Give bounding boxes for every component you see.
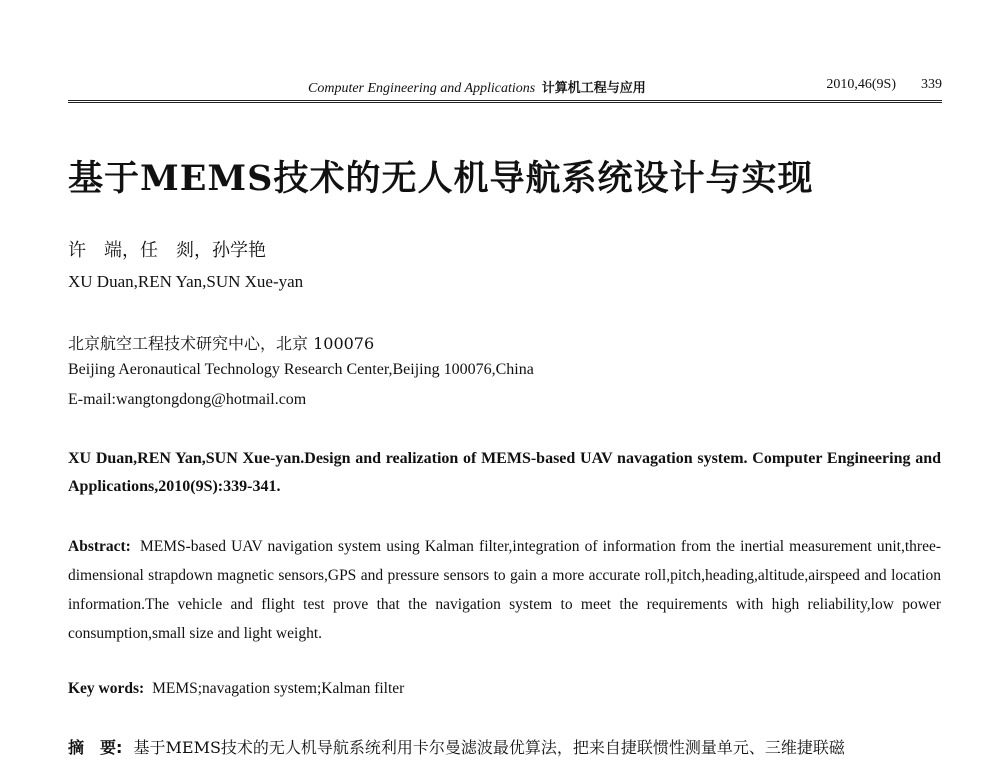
author-email: E-mail:wangtongdong@hotmail.com — [68, 391, 307, 408]
page-number: 339 — [921, 77, 942, 92]
abstract-text: MEMS-based UAV navigation system using Kalman filter,integration of information from the inertial measurement unit,three-dimensional strapdown magnetic sensors,GPS and pressure sensors to gain a more accurate roll,pitch,heading,altitude,airspeed and location information.The vehicle and flight test prove that the navigation system to meet the requirements with high reliability,low power consumption,small size and light weight. — [68, 538, 941, 642]
journal-header — [68, 76, 942, 103]
journal-name-cn: 计算机工程与应用 — [541, 81, 646, 96]
affiliation-chinese: 北京航空工程技术研究中心，北京 100076 — [68, 334, 375, 353]
abstract-cn-text: 基于MEMS技术的无人机导航系统利用卡尔曼滤波最优算法，把来自捷联惯性测量单元、三维捷联磁 — [133, 738, 845, 757]
abstract-cn-label: 摘 要: — [68, 738, 123, 757]
keywords — [68, 680, 404, 698]
journal-name-en: Computer Engineering and Applications — [308, 81, 536, 96]
issue-info: 2010,46(9S) — [826, 77, 896, 92]
abstract-label: Abstract: — [68, 538, 131, 555]
keywords-label: Key words: — [68, 680, 145, 697]
abstract-cn — [68, 735, 948, 758]
abstract-en — [68, 532, 941, 648]
authors-chinese: 许 端，任 剡，孙学艳 — [68, 240, 266, 261]
authors-english: XU Duan,REN Yan,SUN Xue-yan — [68, 272, 304, 291]
article-title: 基于MEMS技术的无人机导航系统设计与实现 — [68, 158, 814, 199]
citation: XU Duan,REN Yan,SUN Xue-yan.Design and realization of MEMS-based UAV navagation system. Computer Engineering and Applications,2010(9S):339-341. — [68, 450, 941, 495]
affiliation-english: Beijing Aeronautical Technology Research Center,Beijing 100076,China — [68, 361, 534, 378]
journal-name — [308, 77, 646, 97]
keywords-text: MEMS;navagation system;Kalman filter — [152, 680, 405, 697]
